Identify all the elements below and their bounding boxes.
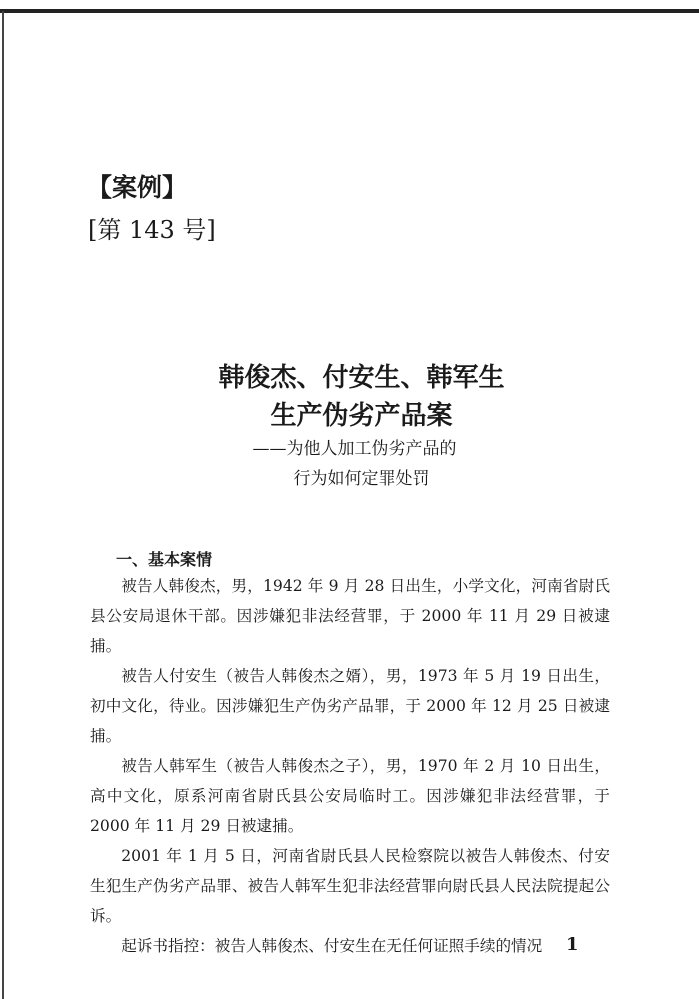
paragraph: 被告人付安生（被告人韩俊杰之婿），男，1973 年 5 月 19 日出生，初中文化，待业。因涉嫌犯生产伪劣产品罪，于 2000 年 12 月 25 日被逮捕。	[90, 667, 610, 745]
left-border-rule	[2, 11, 4, 999]
body-text	[90, 571, 610, 961]
section-heading: 一、基本案情	[116, 550, 213, 569]
subtitle-line-1: ——为他人加工伪劣产品的	[252, 439, 457, 459]
subtitle-line-2: 行为如何定罪处罚	[293, 469, 430, 489]
paragraph: 被告人韩军生（被告人韩俊杰之子），男，1970 年 2 月 10 日出生，高中文化，原系河南省尉氏县公安局临时工。因涉嫌犯非法经营罪，于 2000 年 11 月 29 日被逮捕。	[90, 757, 610, 835]
case-number: [第 143 号]	[88, 216, 216, 244]
page-title-line-1: 韩俊杰、付安生、韩军生	[218, 363, 505, 393]
paragraph: 2001 年 1 月 5 日，河南省尉氏县人民检察院以被告人韩俊杰、付安生犯生产伪劣产品罪、被告人韩军生犯非法经营罪向尉氏县人民法院提起公诉。	[90, 847, 610, 925]
page-title-line-2: 生产伪劣产品案	[270, 401, 453, 431]
case-label: 【案例】	[87, 173, 188, 202]
paragraph: 被告人韩俊杰，男，1942 年 9 月 28 日出生，小学文化，河南省尉氏县公安局退休干部。因涉嫌犯非法经营罪，于 2000 年 11 月 29 日被逮捕。	[90, 577, 610, 655]
paragraph: 起诉书指控：被告人韩俊杰、付安生在无任何证照手续的情况	[121, 937, 543, 955]
top-border-rule	[0, 9, 699, 13]
page-number: 1	[566, 934, 579, 955]
